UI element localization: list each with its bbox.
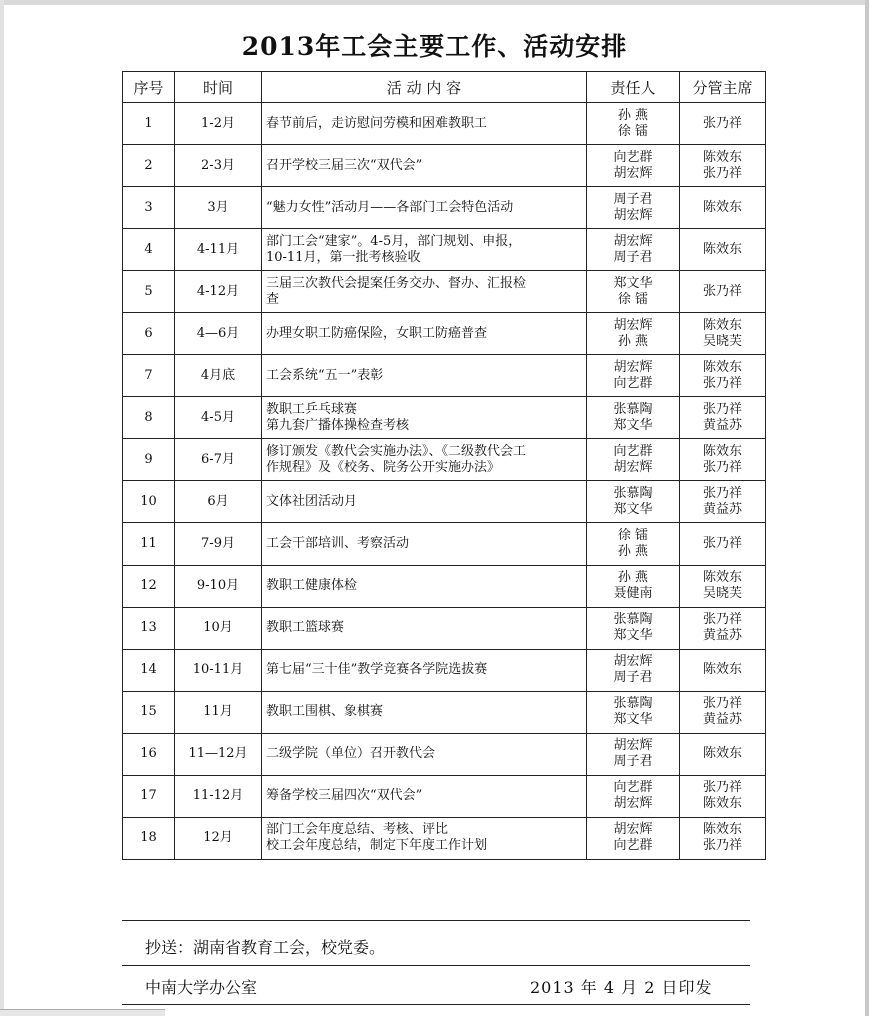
- row-persons: [587, 229, 680, 271]
- chair-name: 陈效东: [702, 443, 742, 459]
- row-persons: [587, 271, 680, 313]
- row-number: 3: [123, 187, 175, 229]
- table-row: [123, 565, 766, 607]
- person-name: 郑文华: [613, 712, 653, 728]
- row-number: 16: [123, 733, 175, 775]
- cc-line: 抄送：湖南省教育工会，校党委。: [145, 938, 386, 957]
- chair-name: 陈效东: [702, 746, 742, 762]
- row-persons: [587, 607, 680, 649]
- row-persons: [587, 313, 680, 355]
- content-line: 教职工围棋、象棋赛: [266, 704, 384, 720]
- table-row: [123, 523, 766, 565]
- row-time: 12月: [175, 817, 262, 859]
- content-line: 第九套广播体操检查考核: [266, 417, 410, 433]
- table-row: [123, 649, 766, 691]
- row-chairs: [680, 271, 766, 313]
- person-name: 向艺群: [613, 838, 653, 854]
- row-content: [262, 229, 587, 271]
- person-name: 向艺群: [613, 780, 653, 796]
- table-row: [123, 733, 766, 775]
- person-name: 孙 燕: [617, 543, 649, 559]
- row-persons: [587, 523, 680, 565]
- row-number: 2: [123, 145, 175, 187]
- row-chairs: [680, 733, 766, 775]
- row-chairs: [680, 187, 766, 229]
- content-line: 查: [266, 291, 280, 307]
- person-name: 聂健南: [613, 586, 653, 602]
- row-time: 4—6月: [175, 313, 262, 355]
- row-number: 18: [123, 817, 175, 859]
- chair-name: 吴晓芙: [702, 333, 742, 349]
- person-name: 徐 镭: [617, 291, 649, 307]
- chair-name: 张乃祥: [702, 283, 742, 299]
- person-name: 胡宏辉: [613, 459, 653, 475]
- table-row: [123, 691, 766, 733]
- row-content: [262, 145, 587, 187]
- chair-name: 黄益苏: [702, 628, 742, 644]
- person-name: 周子君: [613, 670, 653, 686]
- person-name: 向艺群: [613, 443, 653, 459]
- row-time: 10-11月: [175, 649, 262, 691]
- person-name: 胡宏辉: [613, 796, 653, 812]
- issuer: 中南大学办公室: [145, 978, 258, 997]
- header-person: 责任人: [587, 72, 680, 103]
- row-chairs: [680, 355, 766, 397]
- table-row: [123, 775, 766, 817]
- row-chairs: [680, 313, 766, 355]
- chair-name: 黄益苏: [702, 501, 742, 517]
- person-name: 周子君: [613, 754, 653, 770]
- row-chairs: [680, 481, 766, 523]
- content-line: 筹备学校三届四次“双代会”: [266, 788, 423, 804]
- table-row: [123, 481, 766, 523]
- row-content: [262, 355, 587, 397]
- person-name: 孙 燕: [617, 107, 649, 123]
- table-row: [123, 397, 766, 439]
- person-name: 胡宏辉: [613, 317, 653, 333]
- chair-name: 陈效东: [702, 317, 742, 333]
- row-persons: [587, 439, 680, 481]
- row-number: 1: [123, 103, 175, 145]
- row-chairs: [680, 691, 766, 733]
- chair-name: 黄益苏: [702, 417, 742, 433]
- row-content: [262, 481, 587, 523]
- person-name: 徐 镭: [617, 527, 649, 543]
- row-time: 4月底: [175, 355, 262, 397]
- chair-name: 陈效东: [702, 796, 742, 812]
- chair-name: 陈效东: [702, 662, 742, 678]
- row-time: 10月: [175, 607, 262, 649]
- row-chairs: [680, 649, 766, 691]
- person-name: 徐 镭: [617, 123, 649, 139]
- person-name: 胡宏辉: [613, 207, 653, 223]
- person-name: 张慕陶: [613, 401, 653, 417]
- table-row: [123, 439, 766, 481]
- content-line: 二级学院（单位）召开教代会: [266, 746, 436, 762]
- table-row: [123, 229, 766, 271]
- chair-name: 张乃祥: [702, 780, 742, 796]
- person-name: 郑文华: [613, 275, 653, 291]
- person-name: 胡宏辉: [613, 822, 653, 838]
- row-content: [262, 313, 587, 355]
- table-row: [123, 187, 766, 229]
- person-name: 胡宏辉: [613, 233, 653, 249]
- person-name: 郑文华: [613, 501, 653, 517]
- row-persons: [587, 691, 680, 733]
- content-line: 文体社团活动月: [266, 493, 358, 509]
- row-number: 7: [123, 355, 175, 397]
- row-content: [262, 103, 587, 145]
- chair-name: 黄益苏: [702, 712, 742, 728]
- row-chairs: [680, 817, 766, 859]
- row-persons: [587, 481, 680, 523]
- row-time: 6月: [175, 481, 262, 523]
- row-content: [262, 439, 587, 481]
- person-name: 胡宏辉: [613, 654, 653, 670]
- row-content: [262, 397, 587, 439]
- person-name: 向艺群: [613, 375, 653, 391]
- content-line: 召开学校三届三次“双代会”: [266, 157, 423, 173]
- row-chairs: [680, 229, 766, 271]
- row-content: [262, 817, 587, 859]
- content-line: 教职工篮球赛: [266, 620, 345, 636]
- chair-name: 张乃祥: [702, 401, 742, 417]
- chair-name: 张乃祥: [702, 485, 742, 501]
- person-name: 孙 燕: [617, 570, 649, 586]
- row-number: 17: [123, 775, 175, 817]
- row-time: 2-3月: [175, 145, 262, 187]
- person-name: 张慕陶: [613, 696, 653, 712]
- row-persons: [587, 355, 680, 397]
- chair-name: 张乃祥: [702, 115, 742, 131]
- header-no: 序号: [123, 72, 175, 103]
- footer-rule-top: [122, 920, 750, 921]
- person-name: 郑文华: [613, 417, 653, 433]
- row-time: 11-12月: [175, 775, 262, 817]
- row-chairs: [680, 523, 766, 565]
- row-persons: [587, 565, 680, 607]
- person-name: 孙 燕: [617, 333, 649, 349]
- row-chairs: [680, 103, 766, 145]
- row-time: 4-5月: [175, 397, 262, 439]
- row-chairs: [680, 565, 766, 607]
- row-persons: [587, 145, 680, 187]
- row-persons: [587, 397, 680, 439]
- row-content: [262, 733, 587, 775]
- row-chairs: [680, 775, 766, 817]
- chair-name: 陈效东: [702, 570, 742, 586]
- row-number: 11: [123, 523, 175, 565]
- row-persons: [587, 817, 680, 859]
- row-time: 4-11月: [175, 229, 262, 271]
- row-time: 11月: [175, 691, 262, 733]
- window-top-edge: [0, 0, 869, 5]
- person-name: 张慕陶: [613, 612, 653, 628]
- chair-name: 陈效东: [702, 149, 742, 165]
- person-name: 周子君: [613, 249, 653, 265]
- table-row: [123, 103, 766, 145]
- row-content: [262, 607, 587, 649]
- table-row: [123, 817, 766, 859]
- table-row: [123, 607, 766, 649]
- table-header-row: [123, 72, 766, 103]
- chair-name: 张乃祥: [702, 612, 742, 628]
- row-persons: [587, 775, 680, 817]
- chair-name: 张乃祥: [702, 535, 742, 551]
- window-bottom-edge: [0, 1009, 165, 1016]
- content-line: 办理女职工防癌保险，女职工防癌普查: [266, 325, 488, 341]
- table-body: [123, 103, 766, 860]
- table-row: [123, 271, 766, 313]
- content-line: 第七届“三十佳”教学竞赛各学院选拔赛: [266, 662, 488, 678]
- person-name: 胡宏辉: [613, 738, 653, 754]
- row-number: 9: [123, 439, 175, 481]
- table-row: [123, 145, 766, 187]
- content-line: 部门工会年度总结、考核、评比: [266, 822, 449, 838]
- chair-name: 陈效东: [702, 359, 742, 375]
- header-time: 时间: [175, 72, 262, 103]
- row-content: [262, 649, 587, 691]
- content-line: 三届三次教代会提案任务交办、督办、汇报检: [266, 275, 527, 291]
- content-line: 修订颁发《教代会实施办法》、《二级教代会工: [266, 443, 527, 459]
- content-line: 10-11月，第一批考核验收: [266, 249, 421, 265]
- footer-rule-middle: [122, 965, 750, 966]
- content-line: 校工会年度总结，制定下年度工作计划: [266, 838, 488, 854]
- content-line: “魅力女性”活动月——各部门工会特色活动: [266, 199, 514, 215]
- person-name: 郑文华: [613, 628, 653, 644]
- chair-name: 张乃祥: [702, 838, 742, 854]
- row-content: [262, 271, 587, 313]
- row-content: [262, 565, 587, 607]
- content-line: 工会干部培训、考察活动: [266, 535, 410, 551]
- content-line: 教职工乒乓球赛: [266, 401, 358, 417]
- row-number: 5: [123, 271, 175, 313]
- document-title: 2013年工会主要工作、活动安排: [241, 32, 628, 61]
- schedule-table: [122, 71, 766, 860]
- chair-name: 张乃祥: [702, 696, 742, 712]
- row-time: 4-12月: [175, 271, 262, 313]
- header-chair: 分管主席: [680, 72, 766, 103]
- row-chairs: [680, 607, 766, 649]
- row-number: 8: [123, 397, 175, 439]
- chair-name: 吴晓芙: [702, 586, 742, 602]
- table-row: [123, 313, 766, 355]
- chair-name: 张乃祥: [702, 375, 742, 391]
- row-time: 11—12月: [175, 733, 262, 775]
- row-number: 14: [123, 649, 175, 691]
- row-persons: [587, 649, 680, 691]
- table-row: [123, 355, 766, 397]
- person-name: 胡宏辉: [613, 359, 653, 375]
- row-time: 3月: [175, 187, 262, 229]
- row-persons: [587, 187, 680, 229]
- window-right-edge: [865, 0, 869, 1016]
- chair-name: 陈效东: [702, 199, 742, 215]
- chair-name: 张乃祥: [702, 459, 742, 475]
- content-line: 部门工会“建家”。4-5月，部门规划、申报，: [266, 233, 522, 249]
- row-content: [262, 775, 587, 817]
- row-content: [262, 523, 587, 565]
- row-number: 4: [123, 229, 175, 271]
- window-left-edge: [0, 0, 4, 1016]
- content-line: 春节前后，走访慰问劳模和困难教职工: [266, 115, 488, 131]
- footer-rule-bottom: [122, 1004, 750, 1005]
- person-name: 向艺群: [613, 149, 653, 165]
- row-chairs: [680, 145, 766, 187]
- issue-date: 2013 年 4 月 2 日印发: [530, 978, 713, 997]
- row-number: 13: [123, 607, 175, 649]
- content-line: 作规程》及《校务、院务公开实施办法》: [266, 459, 501, 475]
- row-content: [262, 187, 587, 229]
- row-persons: [587, 103, 680, 145]
- content-line: 教职工健康体检: [266, 578, 358, 594]
- person-name: 胡宏辉: [613, 165, 653, 181]
- chair-name: 陈效东: [702, 822, 742, 838]
- row-time: 9-10月: [175, 565, 262, 607]
- chair-name: 张乃祥: [702, 165, 742, 181]
- row-number: 10: [123, 481, 175, 523]
- person-name: 周子君: [613, 191, 653, 207]
- row-content: [262, 691, 587, 733]
- row-chairs: [680, 397, 766, 439]
- chair-name: 陈效东: [702, 241, 742, 257]
- header-content: 活 动 内 容: [262, 72, 587, 103]
- row-chairs: [680, 439, 766, 481]
- row-number: 15: [123, 691, 175, 733]
- row-number: 12: [123, 565, 175, 607]
- person-name: 张慕陶: [613, 485, 653, 501]
- row-time: 6-7月: [175, 439, 262, 481]
- row-number: 6: [123, 313, 175, 355]
- content-line: 工会系统“五一”表彰: [266, 367, 384, 383]
- row-time: 7-9月: [175, 523, 262, 565]
- row-time: 1-2月: [175, 103, 262, 145]
- row-persons: [587, 733, 680, 775]
